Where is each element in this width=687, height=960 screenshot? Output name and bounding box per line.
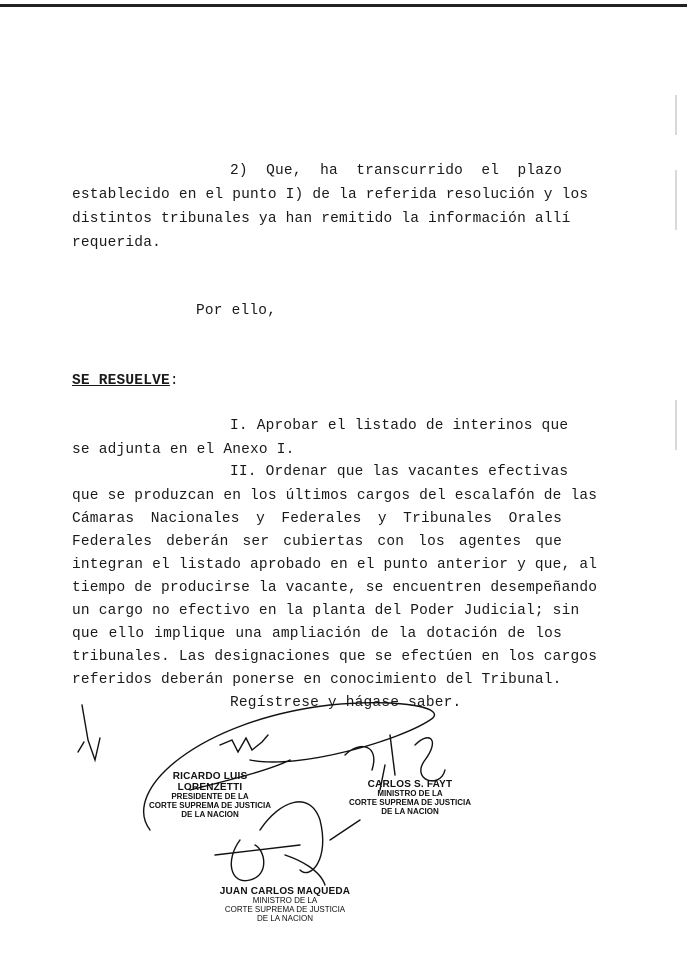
signature-block-maqueda xyxy=(215,886,355,923)
signatory-name: CARLOS S. FAYT xyxy=(367,779,453,790)
text-line: referidos deberán ponerse en conocimiento del Tribunal. xyxy=(72,672,562,688)
heading-colon: : xyxy=(169,373,179,389)
signatory-role: PRESIDENTE DE LA xyxy=(171,792,249,801)
signatory-role: CORTE SUPREMA DE JUSTICIA xyxy=(224,904,346,914)
signatory-name: RICARDO LUIS LORENZETTI xyxy=(172,771,248,793)
text-line: Cámaras Nacionales y Federales y Tribunales Orales xyxy=(72,511,562,527)
resolution-heading xyxy=(72,373,562,389)
text-line: tribunales. Las designaciones que se efectúen en los cargos xyxy=(72,649,598,665)
text-line: I. Aprobar el listado de interinos que xyxy=(230,418,569,434)
text-line: requerida. xyxy=(72,235,162,251)
text-line: Federales deberán ser cubiertas con los agentes que xyxy=(72,534,562,550)
scan-edge-mark xyxy=(675,400,677,450)
text-line: II. Ordenar que las vacantes efectivas xyxy=(230,464,569,480)
text-line: que se produzcan en los últimos cargos del escalafón de las xyxy=(72,488,598,504)
heading-text: SE RESUELVE xyxy=(72,373,170,389)
closing-formula: Regístrese y hágase saber. xyxy=(230,695,462,711)
scan-edge-mark xyxy=(675,170,677,230)
signatory-role: MINISTRO DE LA xyxy=(377,789,443,798)
text-line: 2) Que, ha transcurrido el plazo xyxy=(230,163,562,179)
text-line: establecido en el punto I) de la referida resolución y los xyxy=(72,187,589,203)
signatory-role: DE LA NACION xyxy=(256,913,313,923)
signatory-role: CORTE SUPREMA DE JUSTICIA xyxy=(149,800,271,810)
text-line: se adjunta en el Anexo I. xyxy=(72,442,295,458)
text-line: integran el listado aprobado en el punto anterior y que, al xyxy=(72,557,598,573)
text-line: que ello implique una ampliación de la dotación de los xyxy=(72,626,562,642)
por-ello: Por ello, xyxy=(196,303,277,319)
signature-block-fayt xyxy=(340,779,480,816)
text-line: un cargo no efectivo en la planta del Poder Judicial; sin xyxy=(72,603,580,619)
text-line: distintos tribunales ya han remitido la información allí xyxy=(72,211,571,227)
scan-edge-mark xyxy=(675,95,677,135)
signatory-name: JUAN CARLOS MAQUEDA xyxy=(219,886,351,897)
signatory-role: DE LA NACION xyxy=(181,809,239,819)
signatory-role: MINISTRO DE LA xyxy=(252,896,318,905)
signature-block-lorenzetti xyxy=(145,771,275,819)
signatory-role: DE LA NACION xyxy=(381,806,439,816)
text-line: tiempo de producirse la vacante, se encuentren desempeñando xyxy=(72,580,598,596)
signatory-role: CORTE SUPREMA DE JUSTICIA xyxy=(349,797,471,807)
page-top-border xyxy=(0,4,687,7)
